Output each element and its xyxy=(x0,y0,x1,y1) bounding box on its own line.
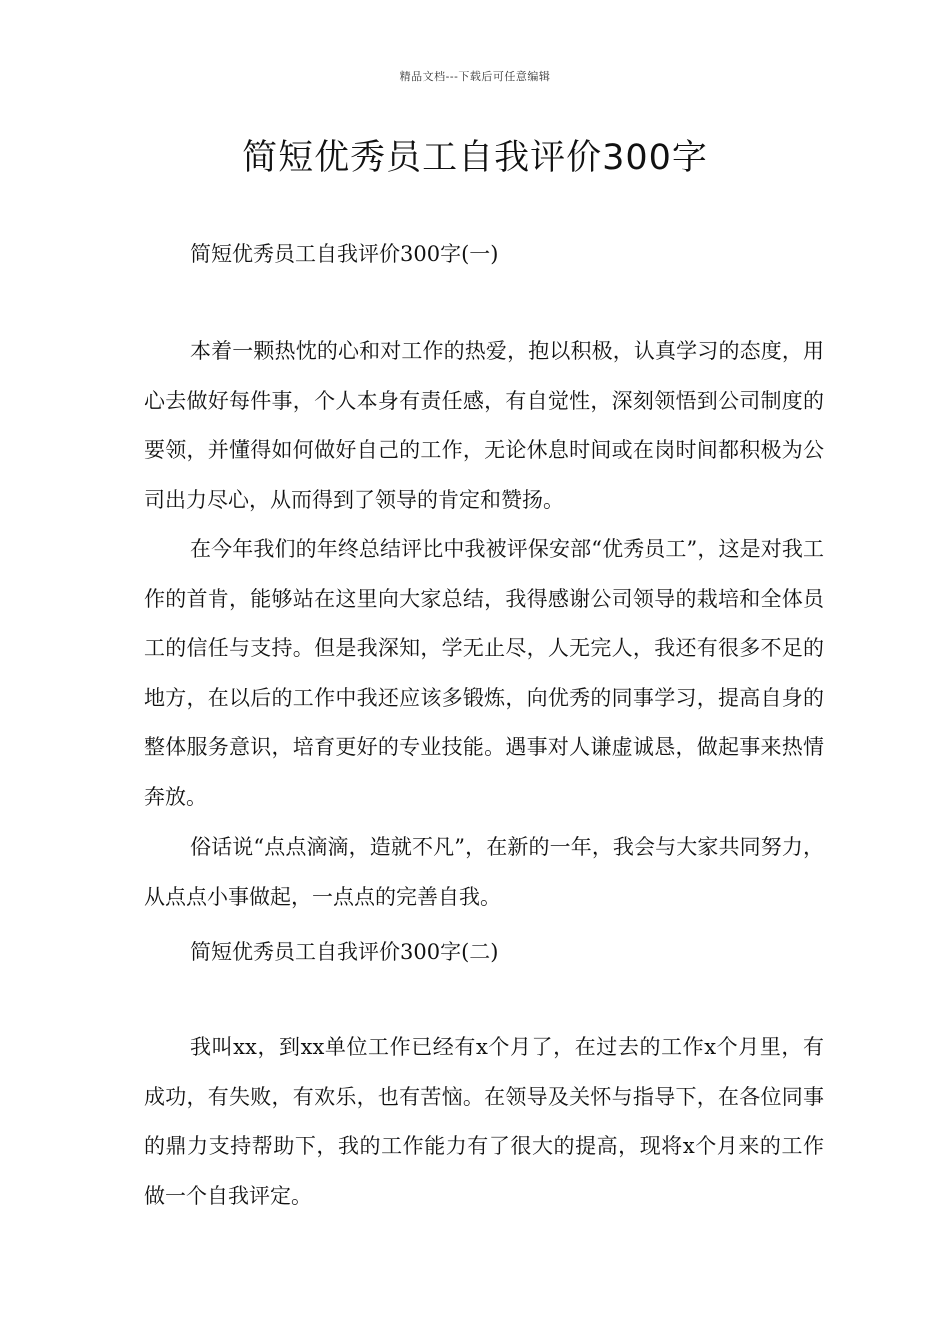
section-heading-1: 简短优秀员工自我评价300字(一) xyxy=(190,242,499,266)
header-note: 精品文档---下载后可任意编辑 xyxy=(399,70,551,83)
section-2-paragraph-1: 我叫xx，到xx单位工作已经有x个月了，在过去的工作x个月里，有成功，有失败，有欢乐，也有苦恼。在领导及关怀与指导下，在各位同事的鼎力支持帮助下，我的工作能力有了很大的提高，现将x个月来的工作做一个自我评定。 xyxy=(144,1035,824,1208)
document-title: 简短优秀员工自我评价300字 xyxy=(242,138,708,178)
section-1-paragraph-1: 本着一颗热忱的心和对工作的热爱，抱以积极，认真学习的态度，用心去做好每件事，个人本身有责任感，有自觉性，深刻领悟到公司制度的要领，并懂得如何做好自己的工作，无论休息时间或在岗时间都积极为公司出力尽心，从而得到了领导的肯定和赞扬。 xyxy=(144,339,824,512)
section-1-paragraph-2: 在今年我们的年终总结评比中我被评保安部“优秀员工”，这是对我工作的首肯，能够站在这里向大家总结，我得感谢公司领导的栽培和全体员工的信任与支持。但是我深知，学无止尽，人无完人，我还有很多不足的地方，在以后的工作中我还应该多锻炼，向优秀的同事学习，提高自身的整体服务意识，培育更好的专业技能。遇事对人谦虚诚恳，做起事来热情奔放。 xyxy=(144,537,824,809)
section-1-paragraph-3: 俗话说“点点滴滴，造就不凡”，在新的一年，我会与大家共同努力，从点点小事做起，一点点的完善自我。 xyxy=(144,835,824,909)
section-heading-2: 简短优秀员工自我评价300字(二) xyxy=(190,940,499,964)
